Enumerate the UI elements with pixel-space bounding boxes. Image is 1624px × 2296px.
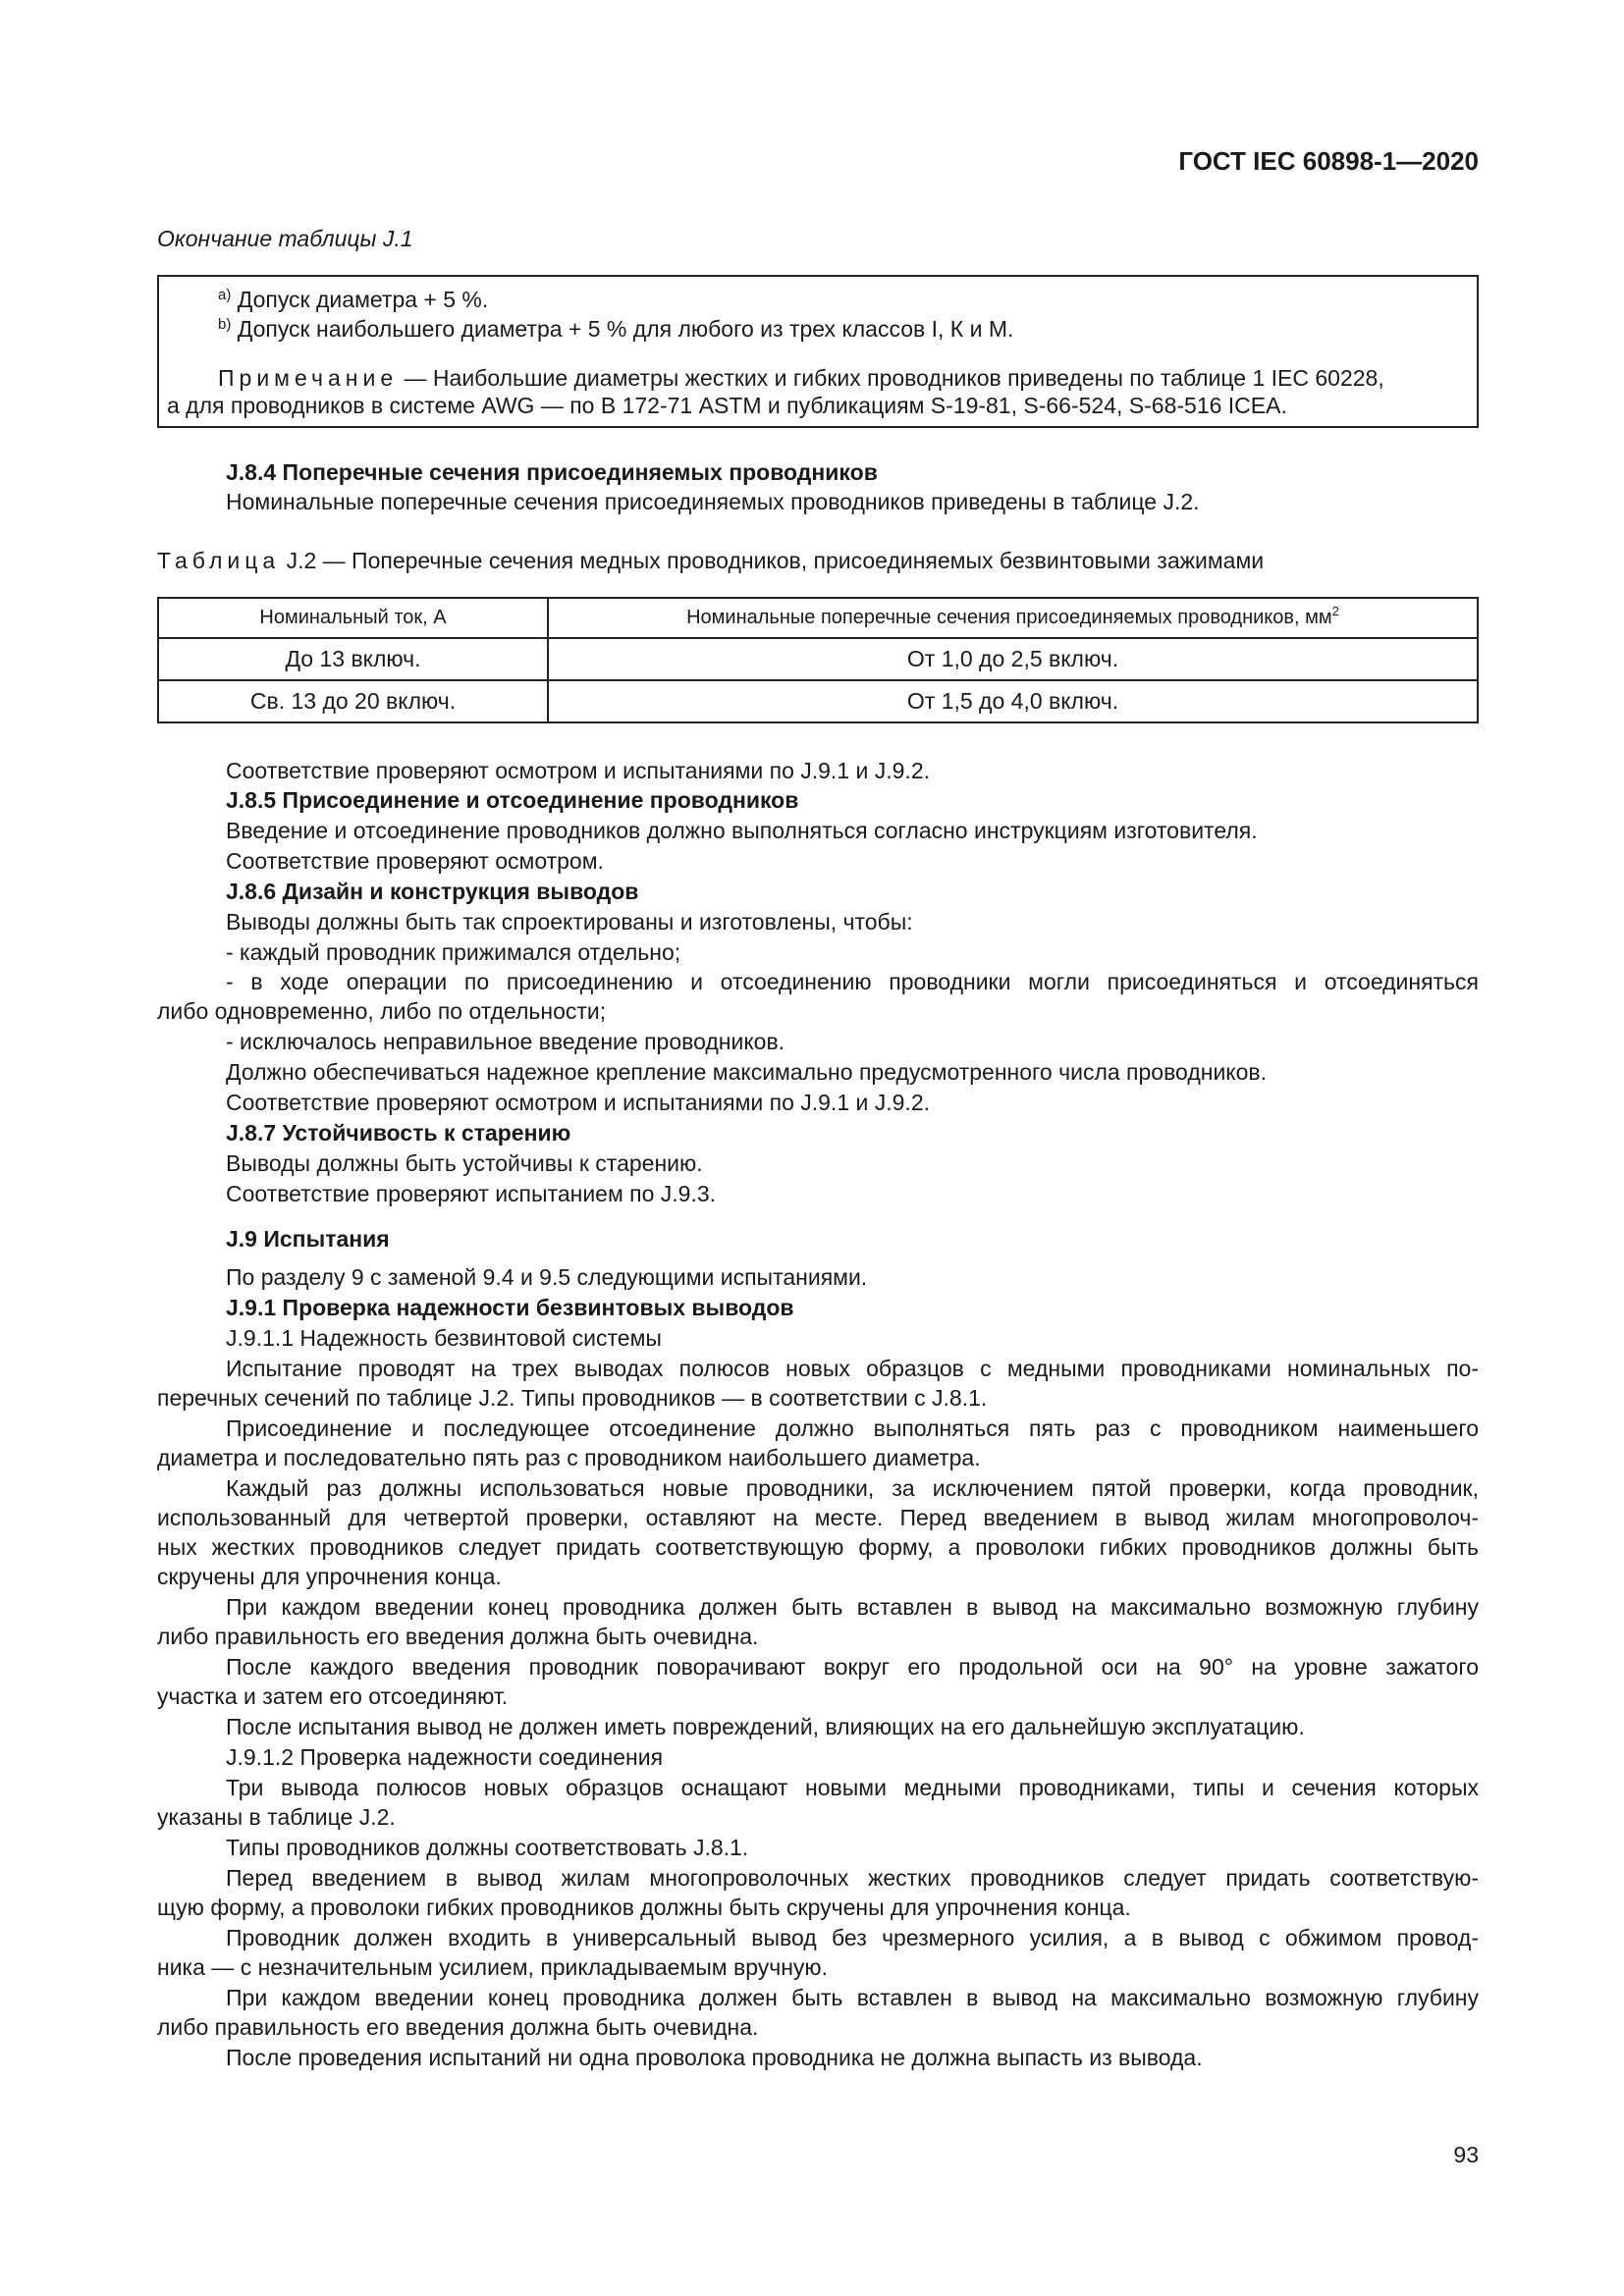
- compliance-text: Соответствие проверяют осмотром и испытаниями по J.9.1 и J.9.2.: [226, 758, 930, 783]
- footnote-b-mark: b): [218, 316, 232, 333]
- list-item: - исключалось неправильное введение проводников.: [226, 1029, 785, 1054]
- section-j86-title: J.8.6 Дизайн и конструкция выводов: [226, 879, 639, 904]
- note-text-1: — Наибольшие диаметры жестких и гибких проводников приведены по таблице 1 IEC 60228,: [404, 365, 1384, 391]
- paragraph-text: Испытание проводят на трех выводах полюсов новых образцов с медными проводниками номинальных по-: [226, 1356, 1479, 1381]
- paragraph: Соответствие проверяют испытанием по J.9.3.: [226, 1181, 717, 1206]
- footnote-b-text: Допуск наибольшего диаметра + 5 % для любого из трех классов I, К и М.: [237, 316, 1014, 342]
- subsection-j912-title: J.9.1.2 Проверка надежности соединения: [226, 1744, 664, 1770]
- paragraph-line: [157, 1983, 1479, 2013]
- table-row: [158, 680, 1478, 722]
- column-header-section: [548, 598, 1478, 638]
- paragraph-line: [157, 1414, 1479, 1444]
- note-line-1: [218, 363, 1384, 394]
- paragraph-line: [157, 1773, 1479, 1803]
- table-continuation-caption: Окончание таблицы J.1: [157, 226, 413, 251]
- paragraph-line: [157, 1923, 1479, 1953]
- table-header-row: [158, 598, 1478, 638]
- table-j2-caption-label: Таблица: [157, 548, 281, 573]
- table-j2: [157, 597, 1479, 723]
- table-j2-caption-text: J.2 — Поперечные сечения медных проводников, присоединяемых безвинтовыми зажимами: [286, 548, 1265, 573]
- document-code: ГОСТ IEC 60898-1—2020: [1178, 146, 1479, 176]
- paragraph-line: [157, 1354, 1479, 1384]
- paragraph: Типы проводников должны соответствовать J.8.1.: [226, 1835, 749, 1860]
- paragraph-text: Присоединение и последующее отсоединение должно выполняться пять раз с проводником наименьшего: [226, 1415, 1479, 1441]
- page-number: 93: [1453, 2142, 1479, 2167]
- footnote-b: [218, 314, 1013, 345]
- section-j85-title: J.8.5 Присоединение и отсоединение проводников: [226, 787, 799, 813]
- section-j91-title: J.9.1 Проверка надежности безвинтовых выводов: [226, 1295, 794, 1320]
- section-j9-title: J.9 Испытания: [226, 1226, 390, 1252]
- table-j1-footnotes-box: [157, 275, 1479, 428]
- note-label: Примечание: [218, 365, 399, 391]
- paragraph-text: Проводник должен входить в универсальный вывод без чрезмерного усилия, а в вывод с обжимом провод-: [226, 1925, 1479, 1950]
- list-item: - каждый проводник прижимался отдельно;: [226, 939, 681, 965]
- paragraph-line: указаны в таблице J.2.: [157, 1804, 396, 1830]
- paragraph-line: перечных сечений по таблице J.2. Типы проводников — в соответствии с J.8.1.: [157, 1385, 988, 1411]
- column-header-section-text: Номинальные поперечные сечения присоединяемых проводников, мм: [686, 607, 1332, 628]
- paragraph-text: Каждый раз должны использоваться новые проводники, за исключением пятой проверки, когда проводник,: [226, 1475, 1479, 1501]
- column-header-current: Номинальный ток, А: [158, 598, 548, 638]
- paragraph: Соответствие проверяют осмотром.: [226, 848, 604, 874]
- footnote-a-text: Допуск диаметра + 5 %.: [237, 287, 489, 312]
- footnote-a-mark: a): [218, 287, 232, 303]
- paragraph-line: [157, 1473, 1479, 1504]
- paragraph-text: После каждого введения проводник поворачивают вокруг его продольной оси на 90° на уровне зажатого: [226, 1654, 1479, 1680]
- paragraph: После испытания вывод не должен иметь повреждений, влияющих на его дальнейшую эксплуатацию.: [226, 1714, 1305, 1739]
- paragraph-line: ника — с незначительным усилием, прикладываемым вручную.: [157, 1954, 829, 1980]
- table-j2-caption: [157, 546, 1264, 576]
- table-row: [158, 638, 1478, 680]
- paragraph-line: щую форму, а проволоки гибких проводников должны быть скручены для упрочнения конца.: [157, 1895, 1131, 1920]
- paragraph-line: либо правильность его введения должна быть очевидна.: [157, 1624, 759, 1649]
- paragraph-line: [157, 1652, 1479, 1682]
- paragraph: Выводы должны быть устойчивы к старению.: [226, 1150, 703, 1176]
- section-j84-title: J.8.4 Поперечные сечения присоединяемых проводников: [226, 459, 878, 485]
- footnote-a: [218, 285, 488, 315]
- paragraph-text: При каждом введении конец проводника должен быть вставлен в вывод на максимально возможную глубину: [226, 1594, 1479, 1620]
- paragraph-line: использованный для четвертой проверки, оставляют на месте. Перед введением в вывод жилам многопроволоч-: [157, 1505, 1479, 1530]
- paragraph-line: либо правильность его введения должна быть очевидна.: [157, 2014, 759, 2040]
- table-cell-section: От 1,5 до 4,0 включ.: [548, 680, 1478, 722]
- paragraph: Введение и отсоединение проводников должно выполняться согласно инструкциям изготовителя.: [226, 818, 1258, 843]
- paragraph-line: скручены для упрочнения конца.: [157, 1564, 502, 1589]
- paragraph: После проведения испытаний ни одна проволока проводника не должна выпасть из вывода.: [226, 2045, 1203, 2070]
- paragraph: Должно обеспечиваться надежное крепление максимально предусмотренного числа проводников.: [226, 1059, 1268, 1085]
- paragraph: По разделу 9 с заменой 9.4 и 9.5 следующими испытаниями.: [226, 1264, 868, 1290]
- subsection-j911-title: J.9.1.1 Надежность безвинтовой системы: [226, 1325, 662, 1351]
- section-j87-title: J.8.7 Устойчивость к старению: [226, 1120, 571, 1146]
- list-item-text: - в ходе операции по присоединению и отсоединению проводники могли присоединяться и отсоединяться: [226, 969, 1479, 994]
- paragraph-line: [157, 1592, 1479, 1623]
- unit-superscript: 2: [1331, 604, 1339, 618]
- paragraph: Соответствие проверяют осмотром и испытаниями по J.9.1 и J.9.2.: [226, 1090, 930, 1115]
- paragraph-line: [157, 1863, 1479, 1894]
- paragraph-line: ных жестких проводников следует придать соответствующую форму, а проволоки гибких проводников должны быть: [157, 1534, 1479, 1560]
- table-cell-current: Св. 13 до 20 включ.: [158, 680, 548, 722]
- note-line-2: а для проводников в системе AWG — по В 172-71 ASTM и публикациям S-19-81, S-66-524, S-68-516 ICEA.: [167, 393, 1287, 418]
- section-j84-text: Номинальные поперечные сечения присоединяемых проводников приведены в таблице J.2.: [226, 489, 1200, 514]
- paragraph-line: диаметра и последовательно пять раз с проводником наибольшего диаметра.: [157, 1445, 981, 1470]
- paragraph-line: участка и затем его отсоединяют.: [157, 1683, 509, 1709]
- table-cell-current: До 13 включ.: [158, 638, 548, 680]
- list-item-line-1: [157, 967, 1479, 997]
- paragraph-text: Перед введением в вывод жилам многопроволочных жестких проводников следует придать соответствую-: [226, 1865, 1479, 1891]
- table-cell-section: От 1,0 до 2,5 включ.: [548, 638, 1478, 680]
- paragraph: Выводы должны быть так спроектированы и изготовлены, чтобы:: [226, 909, 913, 934]
- paragraph-text: Три вывода полюсов новых образцов оснащают новыми медными проводниками, типы и сечения которых: [226, 1775, 1479, 1800]
- list-item-line-2: либо одновременно, либо по отдельности;: [157, 998, 607, 1024]
- paragraph-text: При каждом введении конец проводника должен быть вставлен в вывод на максимально возможную глубину: [226, 1985, 1479, 2010]
